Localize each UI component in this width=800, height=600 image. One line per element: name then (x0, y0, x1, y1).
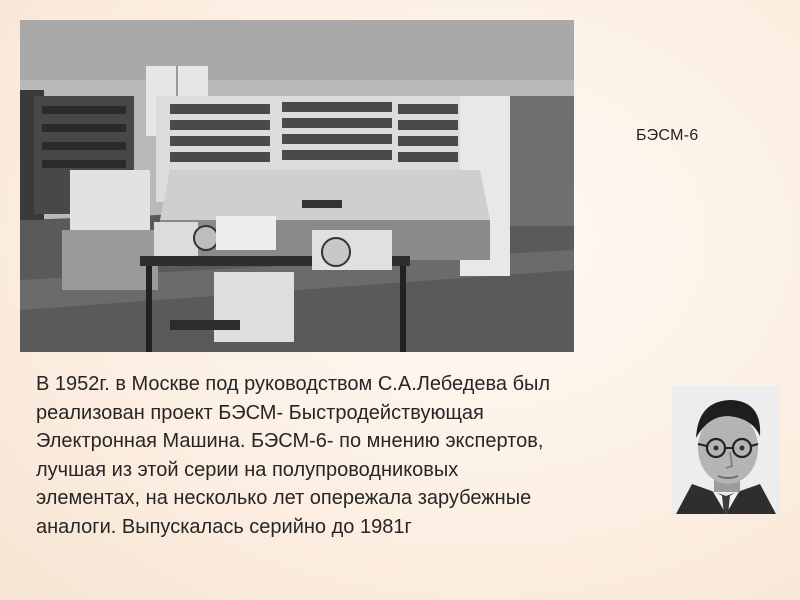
paragraph-line: реализован проект БЭСМ- Быстродействующая (36, 401, 484, 424)
besm-6-computer-room-photo (20, 20, 574, 352)
photo-caption: БЭСМ-6 (636, 127, 699, 144)
description-paragraph (36, 370, 666, 541)
paragraph-line: лучшая из этой серии на полупроводниковых (36, 458, 459, 481)
paragraph-line: аналоги. Выпускалась серийно до 1981г (36, 515, 412, 538)
paragraph-line: Электронная Машина. БЭСМ-6- по мнению экспертов, (36, 430, 544, 452)
lebedev-portrait-photo (672, 386, 780, 514)
paragraph-line: элементах, на несколько лет опережала зарубежные (36, 487, 532, 509)
paragraph-line: В 1952г. в Москве под руководством С.А.Лебедева был (36, 373, 551, 395)
